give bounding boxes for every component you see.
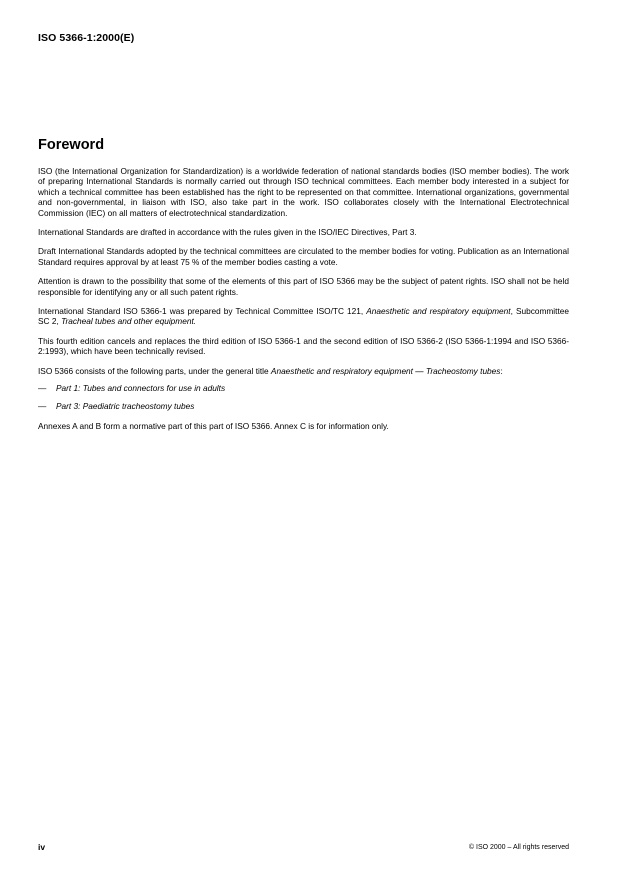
paragraph-parts: [38, 366, 569, 376]
paragraph-directives: International Standards are drafted in accordance with the rules given in the ISO/IEC Directives, Part 3.: [38, 227, 417, 238]
page-title: Foreword: [38, 137, 105, 153]
prepared-by-text: International Standard ISO 5366-1 was prepared by Technical Committee ISO/TC 121,: [38, 306, 367, 317]
copyright-notice: © ISO 2000 – All rights reserved: [468, 844, 569, 851]
paragraph-annexes: Annexes A and B form a normative part of this part of ISO 5366. Annex C is for information only.: [38, 420, 389, 431]
list-item-text: Part 1: Tubes and connectors for use in adults: [56, 383, 226, 394]
subcommittee-text: , Subcommittee SC 2,: [38, 306, 569, 327]
list-item: [38, 401, 569, 411]
list-dash: —: [38, 383, 47, 394]
foreword-body: [38, 166, 569, 440]
paragraph-patent-rights: Attention is drawn to the possibility that some of the elements of this part of ISO 5366 may be the subject of patent rights. ISO shall not be held responsible for identifying any or all such patent rights.: [38, 276, 569, 297]
parts-intro-text: ISO 5366 consists of the following parts, under the general title: [38, 365, 271, 376]
paragraph-iso-federation: ISO (the International Organization for Standardization) is a worldwide federation of national standards bodies (ISO member bodies). The work of preparing International Standards is normally carried out through ISO technical committees. Each member body interested in a subject for which a technical committee has been established has the right to be represented on that committee. International organizations, governmental and non-governmental, in liaison with ISO, also take part in the work. ISO collaborates closely with the International Electrotechnical Commission (IEC) on all matters of electrotechnical standardization.: [38, 166, 569, 218]
document-header-id: ISO 5366-1:2000(E): [38, 32, 135, 44]
list-dash: —: [38, 400, 47, 411]
paragraph-voting: Draft International Standards adopted by the technical committees are circulated to the member bodies for voting. Publication as an International Standard requires approval by at least 75 % of the member bodies casting a vote.: [38, 246, 569, 267]
list-item-text: Part 3: Paediatric tracheostomy tubes: [56, 400, 195, 411]
committee-title: Anaesthetic and respiratory equipment: [366, 306, 511, 317]
list-item: [38, 383, 569, 393]
parts-colon: :: [500, 365, 503, 376]
paragraph-prepared-by: [38, 306, 569, 327]
general-title: Anaesthetic and respiratory equipment — Tracheostomy tubes: [270, 365, 501, 376]
paragraph-edition: This fourth edition cancels and replaces the third edition of ISO 5366-1 and the second edition of ISO 5366-2 (ISO 5366-1:1994 and ISO 5366-2:1993), which have been technically revised.: [38, 335, 569, 357]
page-number: iv: [38, 842, 46, 852]
subcommittee-title: Tracheal tubes and other equipment.: [61, 316, 197, 327]
